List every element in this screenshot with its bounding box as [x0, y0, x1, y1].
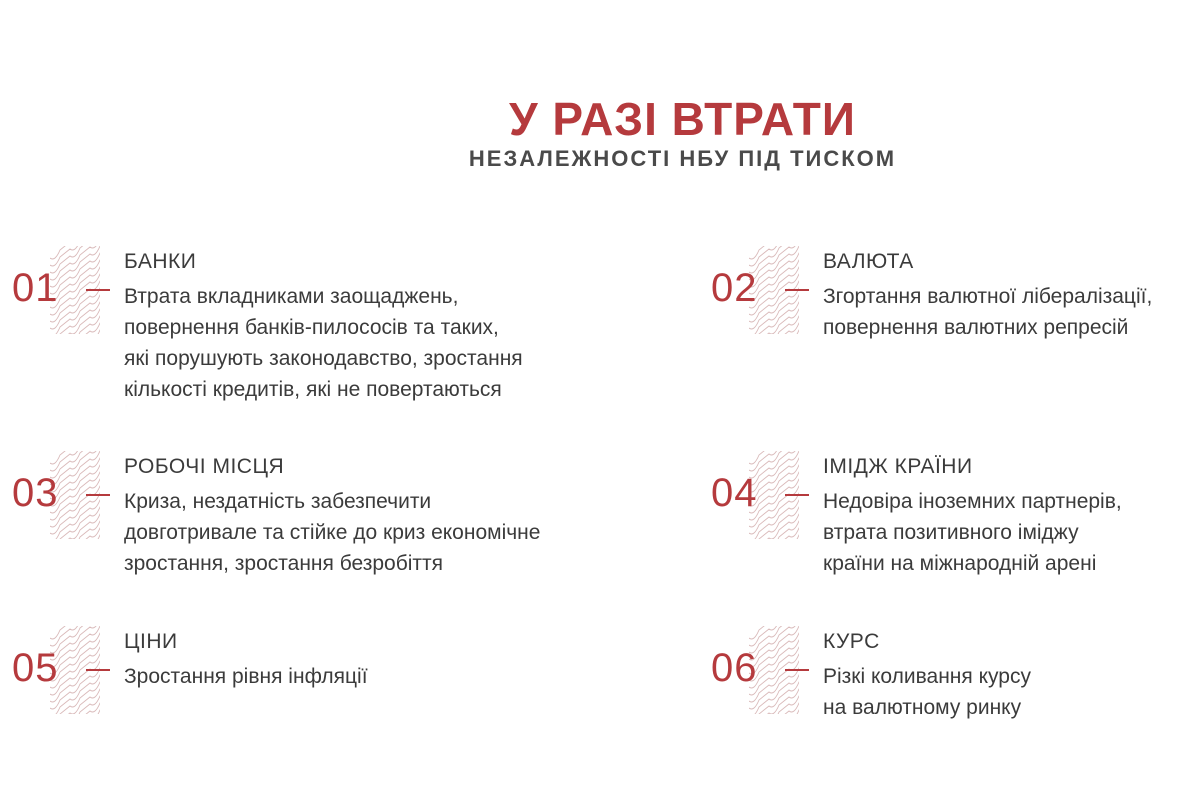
description-line: Криза, нездатність забезпечити: [124, 490, 432, 513]
item-heading: ІМІДЖ КРАЇНИ: [823, 455, 973, 478]
item-number: 02: [711, 266, 758, 310]
item-number: 03: [12, 471, 59, 515]
dash-divider: [86, 669, 110, 671]
item-content: [124, 455, 624, 579]
dash-divider: [785, 289, 809, 291]
item-content: [823, 630, 1200, 723]
item-description: [124, 281, 624, 405]
item-card-03: [12, 451, 541, 591]
description-line: країни на міжнародній арені: [823, 552, 1097, 575]
item-heading: ЦІНИ: [124, 630, 178, 653]
item-content: [124, 250, 624, 405]
description-line: Недовіра іноземних партнерів,: [823, 490, 1122, 513]
item-card-01: [12, 246, 523, 401]
description-line: повернення валютних репресій: [823, 316, 1129, 339]
item-content: [823, 455, 1200, 579]
dash-divider: [86, 494, 110, 496]
page-subtitle: НЕЗАЛЕЖНОСТІ НБУ ПІД ТИСКОМ: [468, 146, 897, 171]
description-line: Згортання валютної лібералізації,: [823, 285, 1153, 308]
item-card-06: [711, 626, 1200, 766]
dash-divider: [785, 669, 809, 671]
item-description: [823, 661, 1200, 723]
item-description: [124, 661, 624, 692]
item-heading: ВАЛЮТА: [823, 250, 914, 273]
page-title: У РАЗІ ВТРАТИ: [509, 93, 856, 145]
description-line: Різкі коливання курсу: [823, 665, 1031, 688]
description-line: Зростання рівня інфляції: [124, 665, 368, 688]
item-heading: РОБОЧІ МІСЦЯ: [124, 455, 285, 478]
item-heading: БАНКИ: [124, 250, 197, 273]
item-card-05: [12, 626, 512, 766]
item-number: 06: [711, 646, 758, 690]
item-content: [124, 630, 624, 692]
item-content: [823, 250, 1200, 343]
item-number: 04: [711, 471, 758, 515]
description-line: Втрата вкладниками заощаджень,: [124, 285, 459, 308]
description-line: довготривале та стійке до криз економічне: [124, 521, 541, 544]
item-number: 01: [12, 266, 59, 310]
item-number: 05: [12, 646, 59, 690]
dash-divider: [785, 494, 809, 496]
item-description: [124, 486, 624, 579]
item-card-02: [711, 246, 1200, 386]
dash-divider: [86, 289, 110, 291]
item-description: [823, 486, 1200, 579]
item-heading: КУРС: [823, 630, 880, 653]
description-line: зростання, зростання безробіття: [124, 552, 444, 575]
description-line: втрата позитивного іміджу: [823, 521, 1079, 544]
description-line: повернення банків-пилососів та таких,: [124, 316, 499, 339]
item-description: [823, 281, 1200, 343]
description-line: кількості кредитів, які не повертаються: [124, 378, 502, 401]
item-card-04: [711, 451, 1200, 591]
description-line: які порушують законодавство, зростання: [124, 347, 523, 370]
description-line: на валютному ринку: [823, 696, 1022, 719]
